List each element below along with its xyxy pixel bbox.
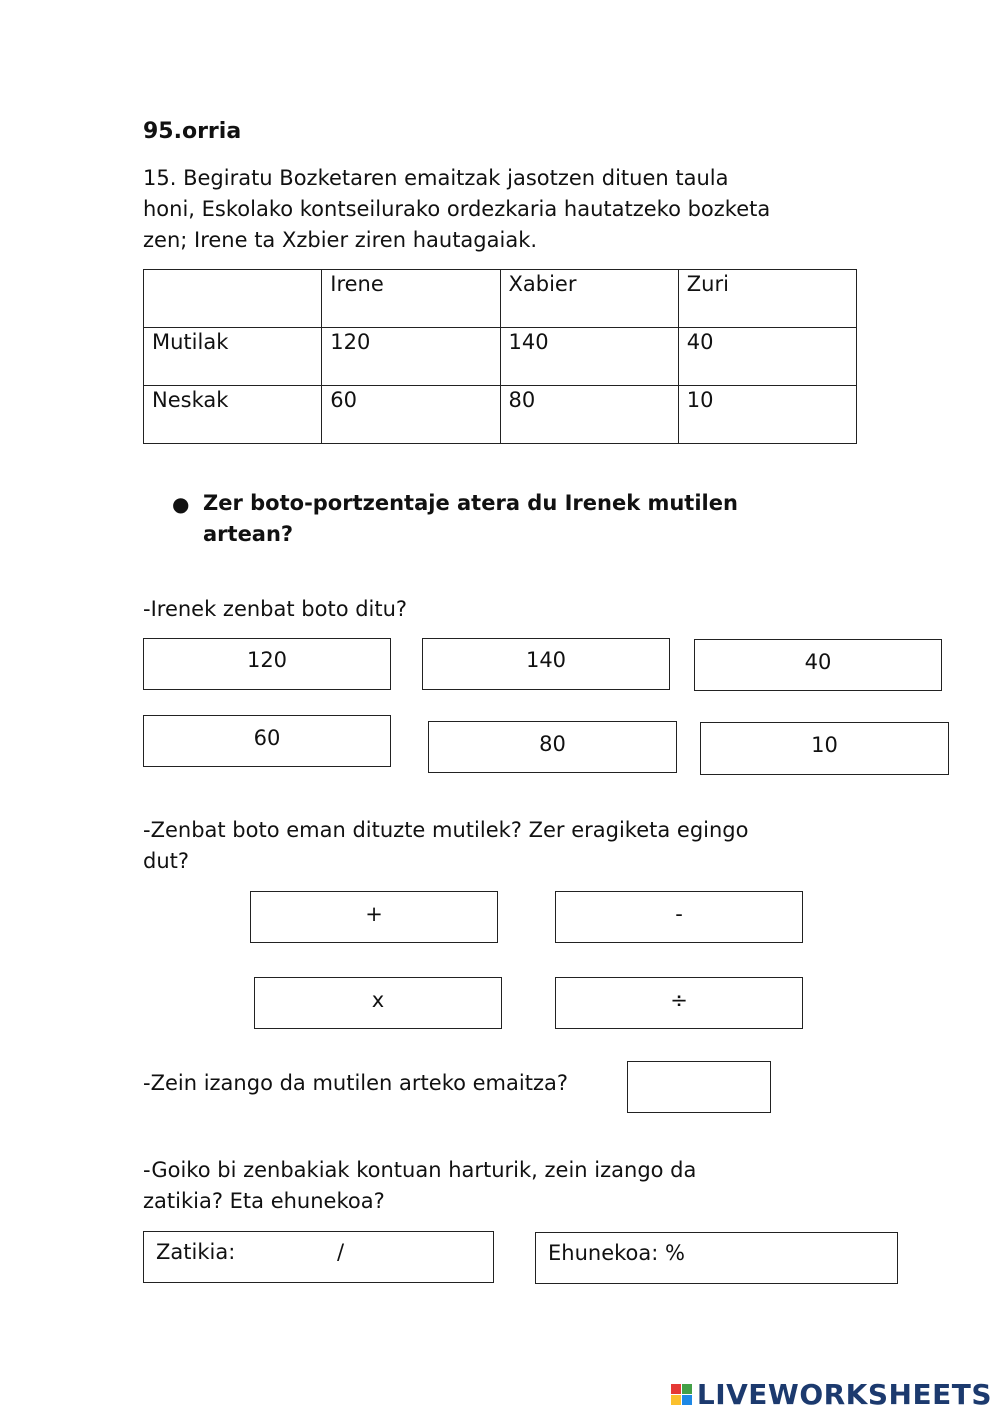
fraction-numerator-input[interactable] [248,1238,328,1274]
q3-prompt: -Zein izango da mutilen arteko emaitza? [143,1071,568,1095]
q4-prompt [143,1155,696,1217]
fraction-denominator-input[interactable] [358,1238,468,1274]
table-header-cell: Xabier [500,270,678,328]
results-table [143,269,857,444]
q4-prompt-line: -Goiko bi zenbakiak kontuan harturik, zein izango da [143,1158,697,1182]
percent-label: Ehunekoa: % [548,1241,685,1265]
liveworksheets-logo [671,1378,992,1411]
q3-answer-input[interactable] [627,1061,771,1113]
bullet-question [203,488,843,550]
table-cell: Mutilak [144,328,322,386]
intro-line: zen; Irene ta Xzbier ziren hautagaiak. [143,228,538,252]
table-cell: 60 [322,386,500,444]
logo-square [682,1395,692,1405]
logo-square [671,1384,681,1394]
table-cell: 10 [678,386,856,444]
q1-option-140[interactable]: 140 [422,638,670,690]
table-cell: 120 [322,328,500,386]
table-header-row [144,270,857,328]
percent-answer-box [535,1232,898,1284]
q2-prompt-line: -Zenbat boto eman dituzte mutilek? Zer eragiketa egingo [143,818,749,842]
bullet-icon: ● [172,492,190,516]
table-cell: 140 [500,328,678,386]
table-header-cell [144,270,322,328]
q2-option-plus[interactable]: + [250,891,498,943]
table-row [144,386,857,444]
table-header-cell: Zuri [678,270,856,328]
q1-option-40[interactable]: 40 [694,639,942,691]
table-cell: 40 [678,328,856,386]
liveworksheets-logo-icon [671,1384,693,1406]
q2-option-minus[interactable]: - [555,891,803,943]
intro-line: 15. Begiratu Bozketaren emaitzak jasotzen dituen taula [143,166,729,190]
table-header-cell: Irene [322,270,500,328]
q2-prompt-line: dut? [143,849,190,873]
brand-name: LIVEWORKSHEETS [696,1378,992,1411]
page-title: 95.orria [143,119,242,144]
q1-option-80[interactable]: 80 [428,721,677,773]
q1-option-60[interactable]: 60 [143,715,391,767]
fraction-label: Zatikia: [156,1240,236,1264]
q2-option-divide[interactable]: ÷ [555,977,803,1029]
q1-option-10[interactable]: 10 [700,722,949,775]
question-line: artean? [203,522,294,546]
q4-prompt-line: zatikia? Eta ehunekoa? [143,1189,385,1213]
q1-option-120[interactable]: 120 [143,638,391,690]
q2-option-multiply[interactable]: x [254,977,502,1029]
intro-line: honi, Eskolako kontseilurako ordezkaria hautatzeko bozketa [143,197,771,221]
table-cell: 80 [500,386,678,444]
q2-prompt [143,815,748,877]
q1-prompt: -Irenek zenbat boto ditu? [143,597,408,621]
table-row [144,328,857,386]
fraction-answer-box [143,1231,494,1283]
exercise-intro [143,163,873,256]
logo-square [671,1395,681,1405]
question-line: Zer boto-portzentaje atera du Irenek mutilen [203,491,738,515]
table-cell: Neskak [144,386,322,444]
fraction-slash: / [337,1240,345,1264]
percent-input[interactable] [718,1239,878,1275]
logo-square [682,1384,692,1394]
